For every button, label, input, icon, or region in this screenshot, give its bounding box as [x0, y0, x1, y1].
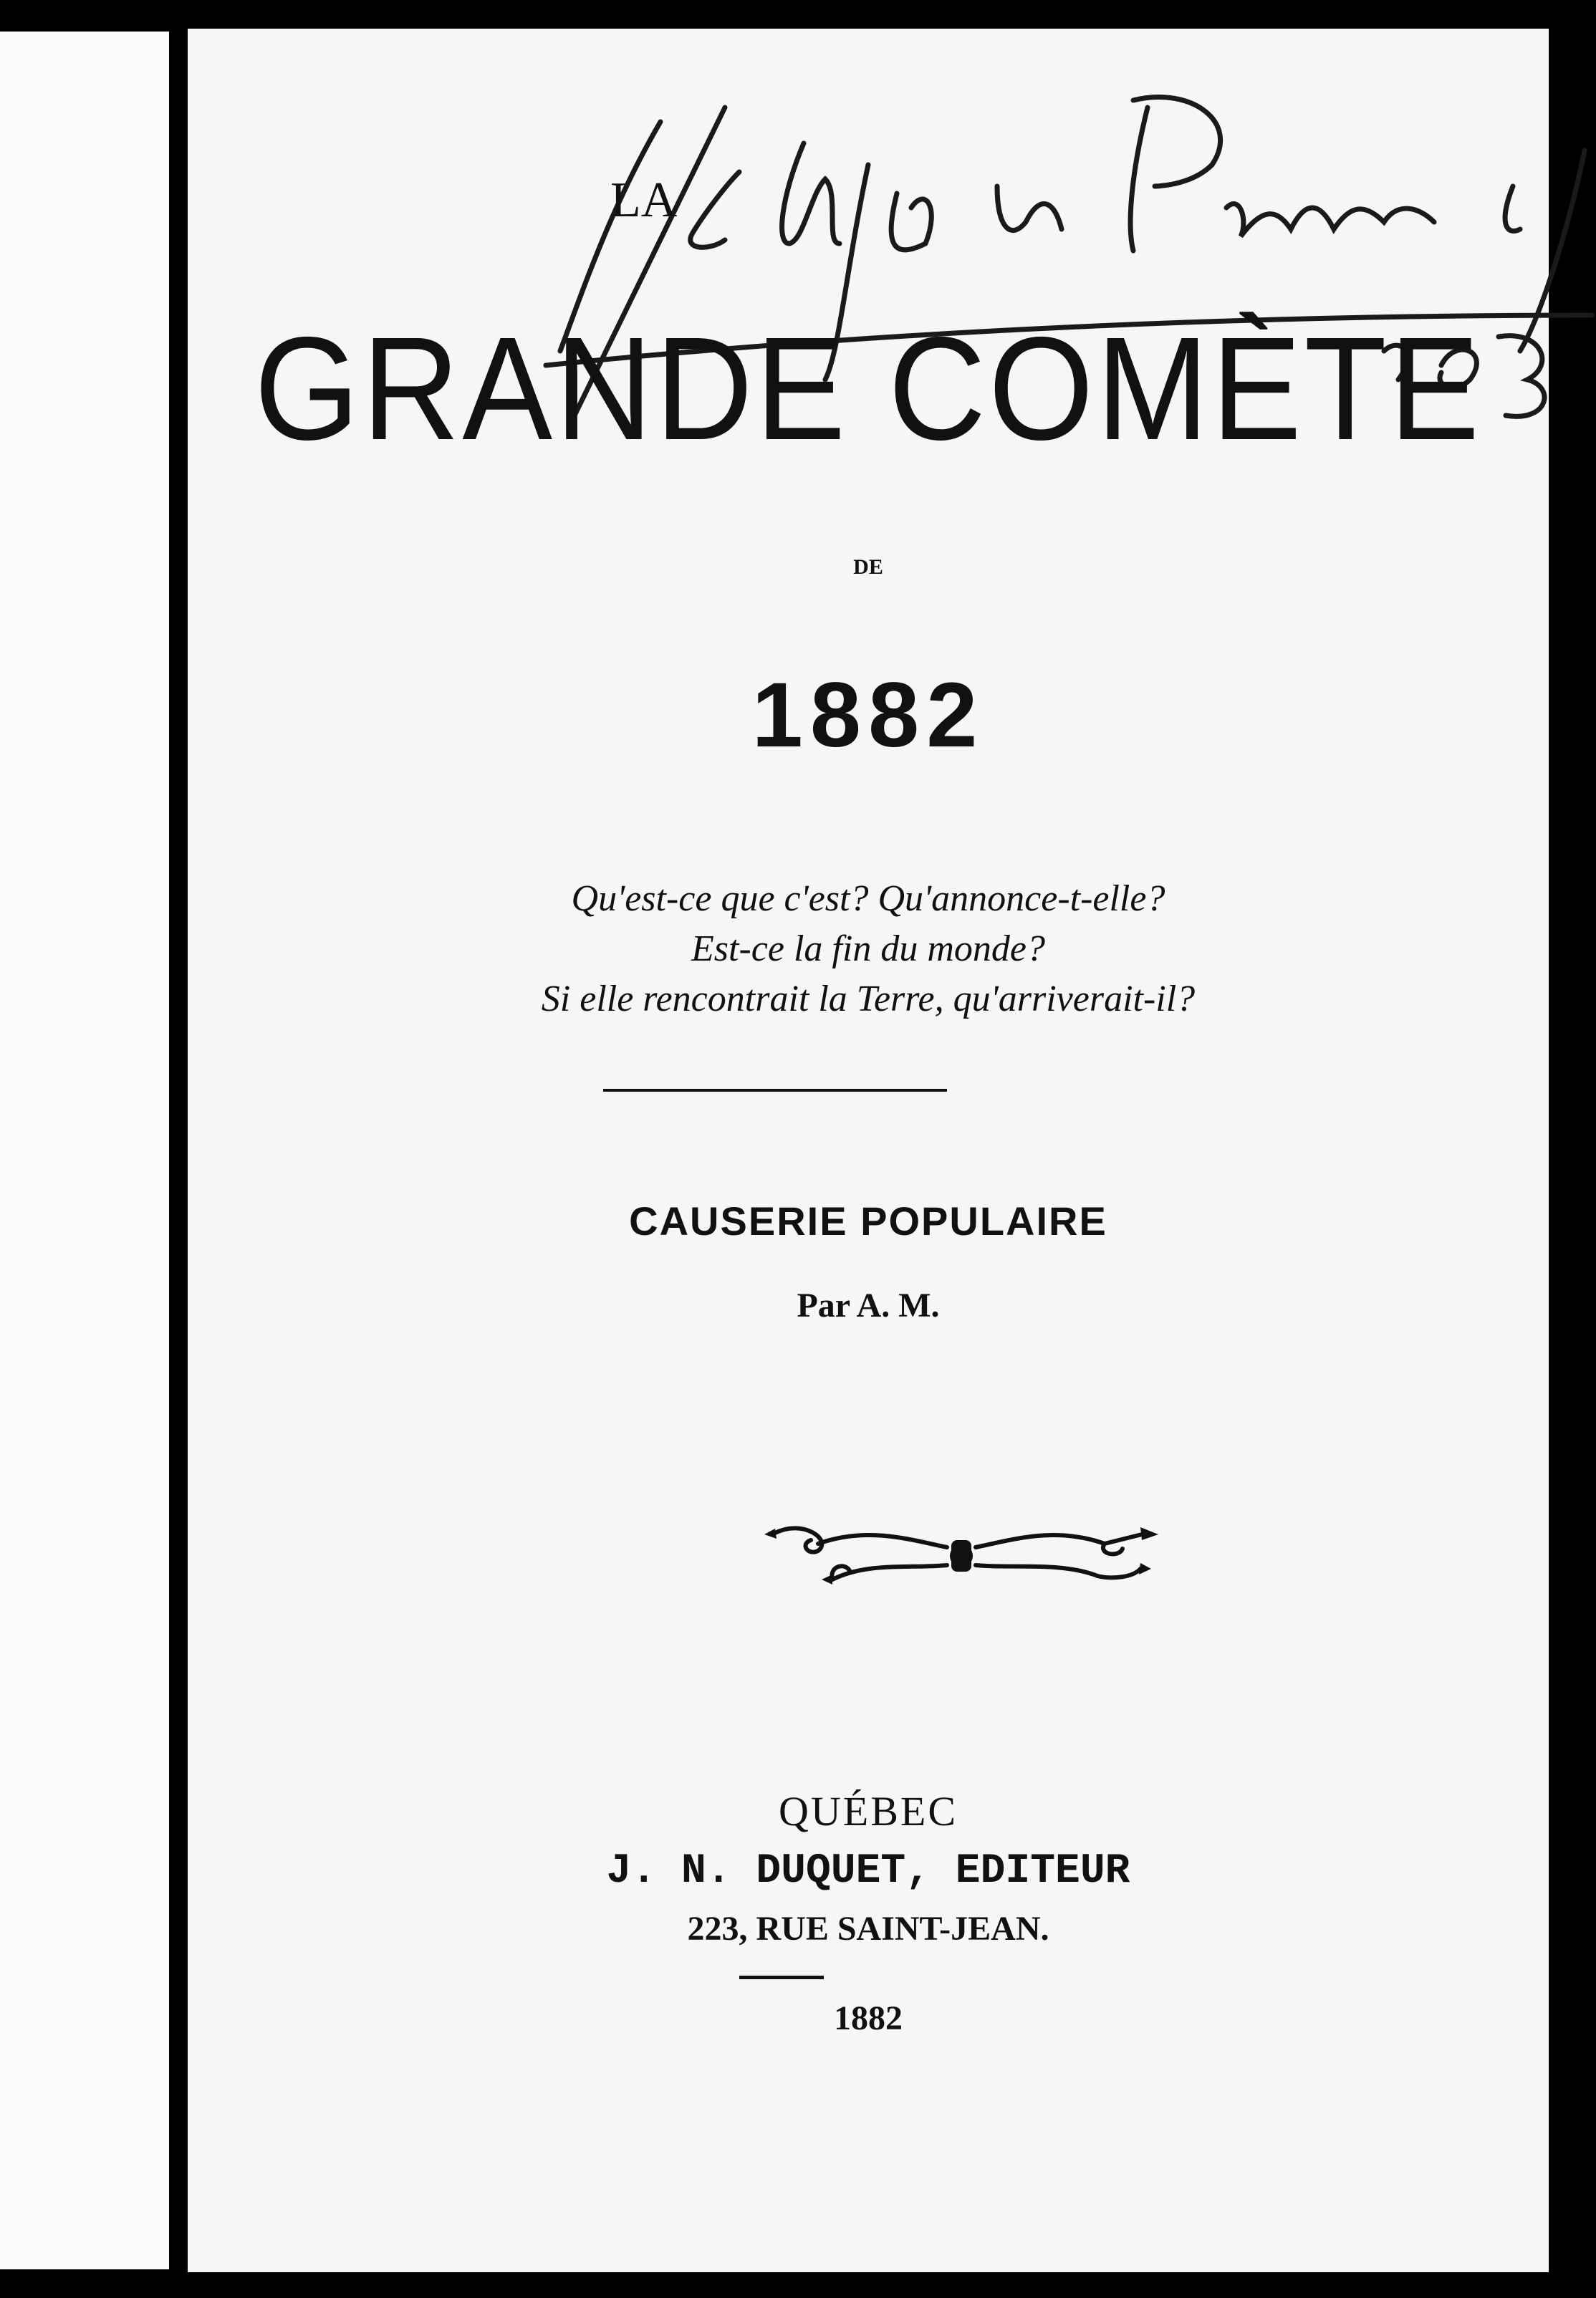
publication-city: QUÉBEC [779, 1788, 958, 1835]
subtitle: CAUSERIE POPULAIRE [629, 1198, 1107, 1244]
title-article: LA [610, 173, 678, 228]
question-line: Si elle rencontrait la Terre, qu'arriverait-il? [541, 979, 1196, 1019]
book-title: GRANDE COMÈTE [254, 307, 1482, 471]
title-preposition: DE [853, 555, 883, 579]
facing-page-edge [0, 32, 169, 2269]
title-year: 1882 [751, 664, 985, 766]
question-line: Est-ce la fin du monde? [691, 928, 1045, 969]
divider-rule [603, 1089, 947, 1092]
divider-rule [739, 1976, 824, 1979]
publisher-address: 223, RUE SAINT-JEAN. [687, 1910, 1049, 1948]
publisher-line: J. N. DUQUET, EDITEUR [606, 1848, 1130, 1895]
title-page [188, 29, 1549, 2272]
author-line: Par A. M. [797, 1287, 940, 1325]
question-line: Qu'est-ce que c'est? Qu'annonce-t-elle? [571, 878, 1165, 919]
publication-year: 1882 [834, 1999, 903, 2037]
ornament-icon [761, 1511, 1162, 1597]
